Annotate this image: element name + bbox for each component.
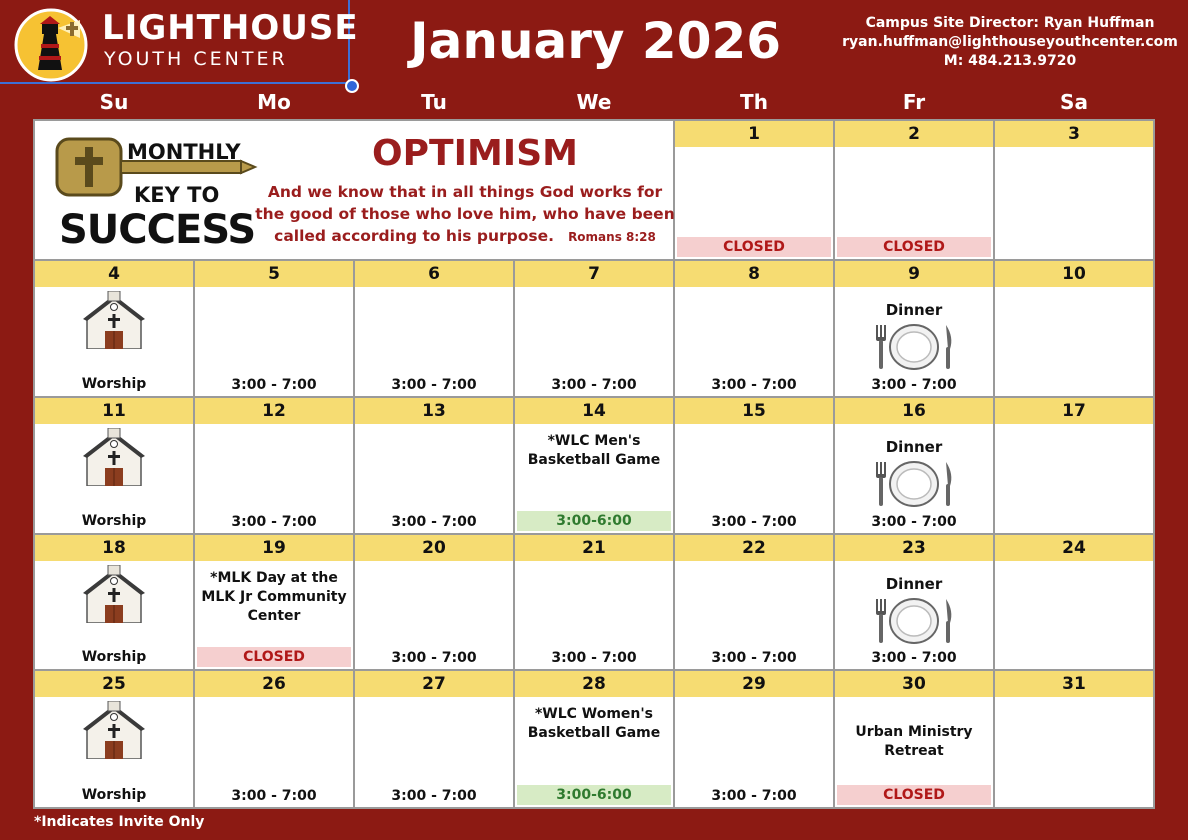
day-number: 7 [515,261,673,287]
footnote: *Indicates Invite Only [34,814,205,830]
open-hours: 3:00 - 7:00 [231,514,317,530]
weekday-label: Su [99,90,129,114]
weekday-label: Fr [902,90,926,114]
closed-badge: CLOSED [677,237,831,257]
day-cell[interactable] [995,121,1153,259]
key-monthly-label: MONTHLY [127,140,241,164]
director-line: Campus Site Director: Ryan Huffman [865,15,1155,31]
open-hours: 3:00 - 7:00 [711,377,797,393]
day-number: 10 [995,261,1153,287]
weekday-label: Mo [257,90,291,114]
day-cell[interactable] [835,261,993,396]
logo-selection-box[interactable] [0,0,359,84]
day-number: 4 [35,261,193,287]
day-cell[interactable] [355,398,513,533]
calendar-header [0,0,1188,88]
day-cell[interactable] [35,261,193,396]
day-number: 3 [995,121,1153,147]
day-number: 5 [195,261,353,287]
day-cell[interactable] [195,398,353,533]
day-cell[interactable] [35,398,193,533]
open-hours: 3:00 - 7:00 [711,514,797,530]
day-cell[interactable] [995,261,1153,396]
special-hours-badge: 3:00-6:00 [517,785,671,805]
day-cell[interactable] [35,671,193,807]
special-hours-badge: 3:00-6:00 [517,511,671,531]
org-subtitle: YOUTH CENTER [104,48,288,70]
worship-label: Worship [81,649,147,665]
monthly-theme: OPTIMISM [372,133,578,174]
day-cell[interactable] [355,261,513,396]
day-cell[interactable] [515,671,673,807]
day-number: 13 [355,398,513,424]
day-number: 6 [355,261,513,287]
weekday-label: We [576,90,612,114]
day-number: 30 [835,671,993,697]
scripture-verse [253,181,677,248]
day-cell[interactable] [515,398,673,533]
day-cell[interactable] [835,671,993,807]
weekday-label: Sa [1060,90,1088,114]
dinner-label: Dinner [885,438,943,456]
day-number: 31 [995,671,1153,697]
day-cell[interactable] [835,398,993,533]
open-hours: 3:00 - 7:00 [871,514,957,530]
key-keyto-label: KEY TO [134,183,220,207]
worship-label: Worship [81,787,147,803]
open-hours: 3:00 - 7:00 [711,788,797,804]
day-cell[interactable] [675,261,833,396]
worship-label: Worship [81,376,147,392]
open-hours: 3:00 - 7:00 [391,377,477,393]
day-number: 14 [515,398,673,424]
day-cell[interactable] [195,261,353,396]
key-success-label: SUCCESS [59,207,256,253]
day-number: 8 [675,261,833,287]
day-number: 28 [515,671,673,697]
month-title: January 2026 [410,12,782,70]
day-number: 22 [675,535,833,561]
open-hours: 3:00 - 7:00 [551,377,637,393]
closed-badge: CLOSED [837,237,991,257]
day-cell[interactable] [835,121,993,259]
verse-text: And we know that in all things God works for the good of those who love him, who have been called according to his purpose. [255,183,675,245]
open-hours: 3:00 - 7:00 [231,788,317,804]
closed-badge: CLOSED [197,647,351,667]
email-line: ryan.huffman@lighthouseyouthcenter.com [842,34,1178,50]
lighthouse-logo-icon [14,8,88,82]
day-number: 19 [195,535,353,561]
day-cell[interactable] [995,398,1153,533]
day-number: 18 [35,535,193,561]
day-cell[interactable] [995,535,1153,669]
monthly-key-panel [35,121,673,259]
church-icon [83,701,145,759]
weekday-label: Tu [421,90,447,114]
open-hours: 3:00 - 7:00 [391,650,477,666]
day-cell[interactable] [515,261,673,396]
day-number: 17 [995,398,1153,424]
day-number: 23 [835,535,993,561]
day-cell[interactable] [995,671,1153,807]
day-cell[interactable] [675,121,833,259]
day-cell[interactable] [195,535,353,669]
day-number: 26 [195,671,353,697]
day-number: 25 [35,671,193,697]
day-number: 29 [675,671,833,697]
open-hours: 3:00 - 7:00 [231,377,317,393]
event-title: *MLK Day at the MLK Jr Community Center [201,570,347,624]
closed-badge: CLOSED [837,785,991,805]
day-cell[interactable] [355,671,513,807]
day-cell[interactable] [675,398,833,533]
plate-fork-knife-icon [870,323,958,371]
dinner-label: Dinner [885,575,943,593]
day-cell[interactable] [675,535,833,669]
open-hours: 3:00 - 7:00 [871,650,957,666]
day-number: 24 [995,535,1153,561]
day-number: 11 [35,398,193,424]
dinner-label: Dinner [885,301,943,319]
open-hours: 3:00 - 7:00 [871,377,957,393]
day-cell[interactable] [355,535,513,669]
church-icon [83,291,145,349]
calendar-grid [33,119,1155,809]
plate-fork-knife-icon [870,460,958,508]
day-number: 2 [835,121,993,147]
event-title: Urban Ministry Retreat [855,724,973,759]
org-name: LIGHTHOUSE [102,8,359,48]
day-cell[interactable] [35,535,193,669]
day-number: 9 [835,261,993,287]
contact-info [840,14,1180,71]
open-hours: 3:00 - 7:00 [391,514,477,530]
day-cell[interactable] [195,671,353,807]
open-hours: 3:00 - 7:00 [551,650,637,666]
worship-label: Worship [81,513,147,529]
verse-reference: Romans 8:28 [568,230,656,244]
event-title: *WLC Men's Basketball Game [527,433,661,468]
church-icon [83,428,145,486]
phone-line: M: 484.213.9720 [943,53,1077,69]
day-cell[interactable] [835,535,993,669]
church-icon [83,565,145,623]
day-number: 16 [835,398,993,424]
day-number: 1 [675,121,833,147]
weekday-header-row [34,90,1154,118]
event-title: *WLC Women's Basketball Game [527,706,661,741]
plate-fork-knife-icon [870,597,958,645]
day-cell[interactable] [515,535,673,669]
day-number: 12 [195,398,353,424]
day-number: 27 [355,671,513,697]
day-number: 21 [515,535,673,561]
day-cell[interactable] [675,671,833,807]
day-number: 15 [675,398,833,424]
open-hours: 3:00 - 7:00 [711,650,797,666]
weekday-label: Th [740,90,768,114]
day-number: 20 [355,535,513,561]
open-hours: 3:00 - 7:00 [391,788,477,804]
